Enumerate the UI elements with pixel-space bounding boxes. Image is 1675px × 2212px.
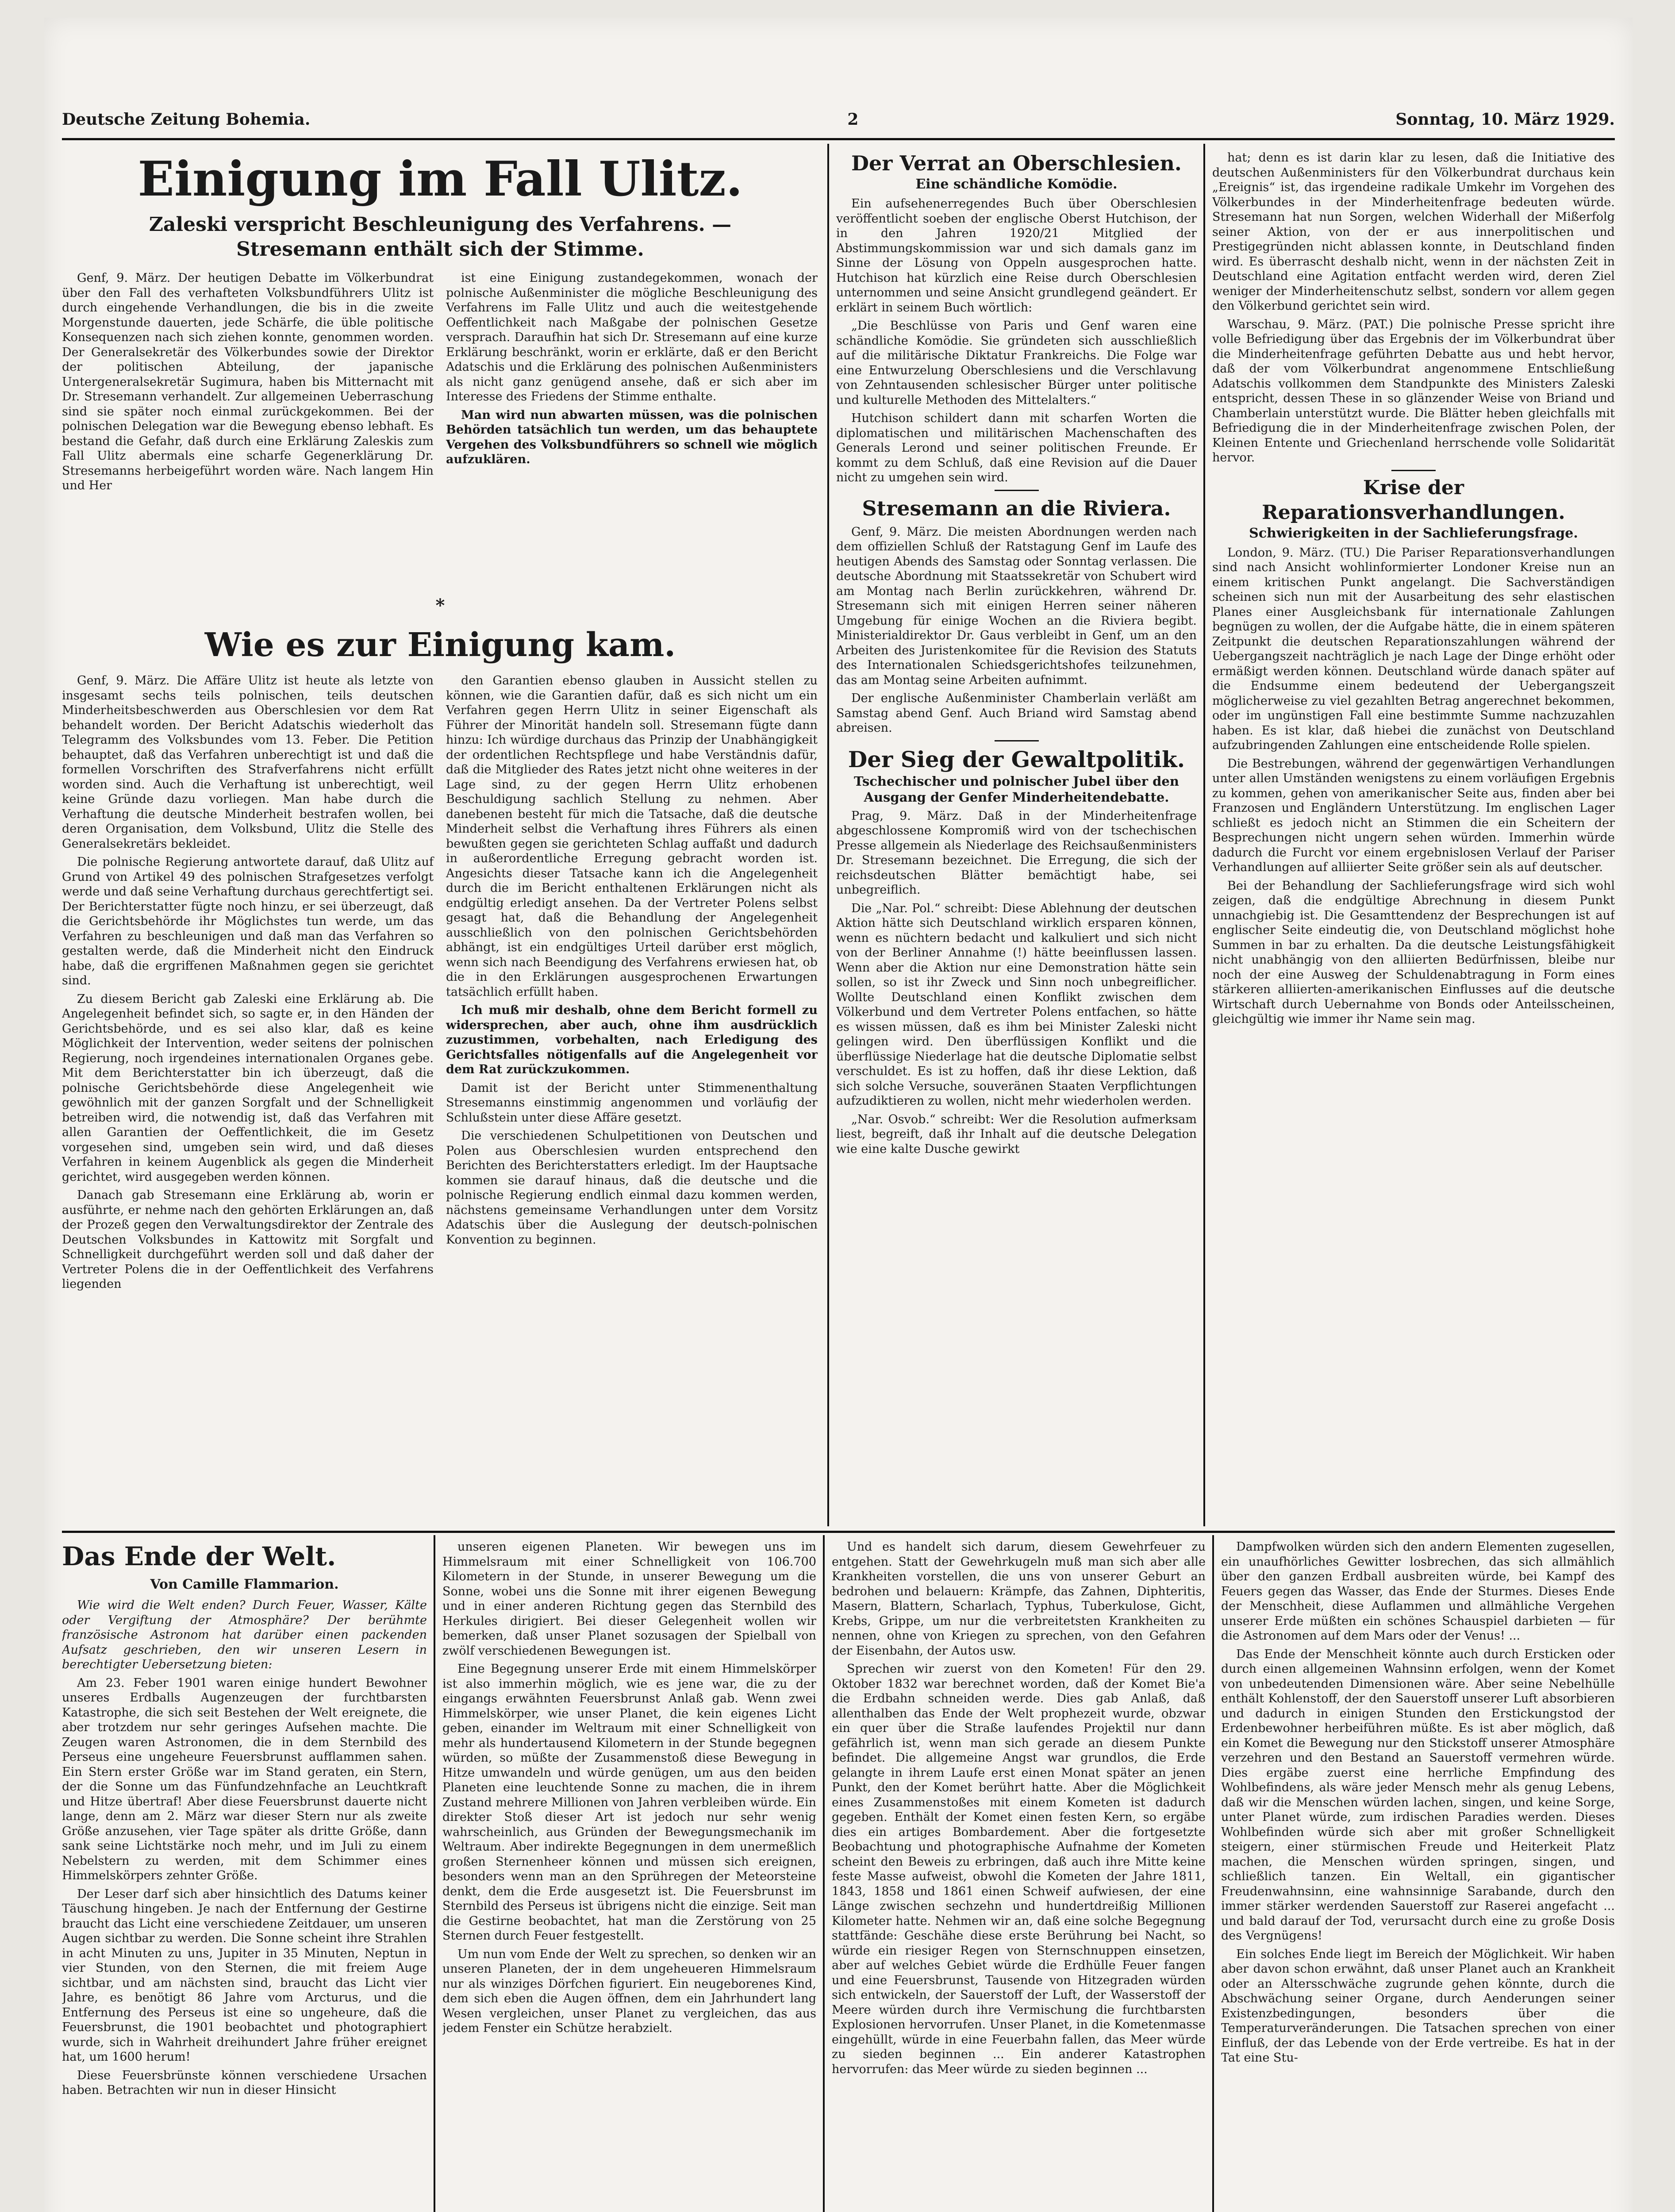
- riviera-p2: Der englische Außenminister Chamberlain verläßt am Samstag abend Genf. Auch Briand wird Samstag abend abreisen.: [836, 691, 1197, 735]
- headline-verrat: Der Verrat an Oberschlesien.: [851, 151, 1182, 175]
- einigung-paragraph-3: Man wird nun abwarten müssen, was die polnischen Behörden tatsächlich tun werden, um das behauptete Vergehen des Volksbundführers so schnell wie möglich aufzuklären.: [446, 408, 818, 466]
- section-rule: [62, 1531, 1615, 1533]
- headline-krise: Krise der Reparationsverhandlungen.: [1262, 476, 1565, 524]
- subheadline-krise: Schwierigkeiten in der Sachlieferungsfrage.: [1249, 525, 1578, 541]
- newspaper-name: Deutsche Zeitung Bohemia.: [62, 110, 311, 129]
- newspaper-page: [44, 18, 1633, 2212]
- separator-star: *: [435, 595, 445, 616]
- headline-ende: Das Ende der Welt.: [62, 1541, 336, 1571]
- ende-col1-body: [62, 1598, 427, 2098]
- einigung-col-1: [62, 271, 434, 497]
- wie-col2-p1: den Garantien ebenso glauben in Aussicht stellen zu können, wie die Garantien dafür, daß es sich nicht um ein Verfahren gegen Herrn Ulitz in seiner Eigenschaft als Führer der Minorität handeln soll. Stresemann fügte dann hinzu: Ich würdige durchaus das Prinzip der Unabhängigkeit der ordentlichen Rechtspflege und habe Verständnis dafür, daß die Mitglieder des Rates jetzt nicht ohne weiteres in der Lage sind, zu der gegen Herrn Ulitz erhobenen Beschuldigung sachlich Stellung zu nehmen. Aber danebenen besteht für mich die Tatsache, daß die deutsche Minderheit selbst die Verhaftung ihres Führers als einen bewußten gegen sie gerichteten Schlag auffaßt und dadurch in außerordentliche Erregung gebracht worden ist. Angesichts dieser Tatsache kann ich die Angelegenheit durch die im Bericht enthaltenen Erklärungen nicht als endgültig erledigt ansehen. Da der Vertreter Polens selbst gesagt hat, daß die Behandlung der Angelegenheit ausschließlich von den polnischen Gerichtsbehörden abhängt, ist ein endgültiges Urteil darüber erst möglich, wenn sich nach Beendigung des Verfahrens erwiesen hat, ob die in den Erklärungen ausgesprochenen Erwartungen tatsächlich erfüllt haben.: [446, 674, 818, 999]
- ende-col1-p1: Am 23. Feber 1901 waren einige hundert Bewohner unseres Erdballs Augenzeugen der furchtbarsten Katastrophe, die sich seit Bestehen der Welt ereignete, die aber trotzdem nur sehr geringes Aufsehen machte. Die Zeugen waren Astronomen, die in dem Sternbild des Perseus eine ungeheure Feuersbrunst aufflammen sahen. Ein Stern erster Größe war im Stand geraten, ein Stern, der die Sonne um das Fünfundzehnfache an Leuchtkraft und Hitze übertraf! Aber diese Feuersbrunst dauerte nicht lange, denn am 2. März war dieser Stern nur als zweite Größe anzusehen, vier Tage später als dritte Größe, dann sank seine Lichtstärke noch mehr, und im Juli zu einem Nebelstern zu werden, mit dem Schimmer eines Himmelskörpers zehnter Größe.: [62, 1676, 427, 1882]
- krise-p3: Bei der Behandlung der Sachlieferungsfrage wird sich wohl zeigen, daß die endgültige Abrechnung in diesem Punkt unnachgiebig ist. Die Gesamttendenz der Besprechungen ist auf englischer Seite eindeutig die, von Deutschland möglichst hohe Summen in bar zu erhalten. Da die deutsche Leistungsfähigkeit nicht unabhängig von den alliierten Bedürfnissen, bleibe nur noch der eine Ausweg der Schuldenabtragung in Form eines stärkeren alliierten-amerikanischen Einflusses auf die deutsche Wirtschaft durch Uebernahme von Bonds oder Anteilsscheinen, gleichgültig wie immer ihr Name sein mag.: [1212, 879, 1615, 1026]
- issue-date: Sonntag, 10. März 1929.: [1395, 110, 1615, 129]
- wie-col1-p3: Zu diesem Bericht gab Zaleski eine Erklärung ab. Die Angelegenheit befindet sich, so sagte er, in den Händen der Gerichtsbehörde, und es sei also klar, daß es keine Möglichkeit der Intervention, weder seitens der polnischen Regierung, noch irgendeines internationalen Organes gebe. Mit dem Berichterstatter bin ich überzeugt, daß die polnische Gerichtsbehörde diese Angelegenheit wie gewöhnlich mit der ganzen Sorgfalt und der Schnelligkeit betreiben wird, die notwendig ist, daß das Verfahren mit allen Garantien der Oeffentlichkeit, die im Gesetz vorgesehen sind, umgeben sein wird, und daß dieses Verfahren in keinem Augenblick als gegen die Minderheit gerichtet, wird ausgegeben werden können.: [62, 992, 434, 1184]
- einigung-col-2: [446, 271, 818, 497]
- krise-p1: London, 9. März. (TU.) Die Pariser Reparationsverhandlungen sind nach Ansicht wohlinformierter Londoner Kreise nun an einem kritischen Punkt angelangt. Die Sachverständigen scheinen sich nun mit der Ausarbeitung des sehr elastischen Planes einer Ausgleichsbank für internationale Zahlungen begnügen zu wollen, der die Aufgabe hätte, die in einem späteren Zeitpunkt die deutschen Reparationszahlungen während der Uebergangszeit nachträglich je nach Lage der Dinge erhöht oder ermäßigt werden können. Deutschland würde danach später auf die Endsumme einem bedeutend der Uebergangszeit möglicherweise zu viel gezahlten Betrag angerechnet bekommen, oder im ungünstigen Fall eine bestimmte Summe nachzuzahlen haben. Es ist klar, daß hiebei die zunächst von Deutschland aufzubringenden Zahlungen eine entscheidende Rolle spielen.: [1212, 545, 1615, 752]
- wie-col2-p2: Ich muß mir deshalb, ohne dem Bericht formell zu widersprechen, aber auch, ohne ihm ausdrücklich zuzustimmen, vorbehalten, nach Erledigung des Gerichtsfalles nötigenfalls auf die Angelegenheit vor dem Rat zurückzukommen.: [446, 1003, 818, 1076]
- bottom-column-rule-2: [823, 1535, 825, 2212]
- ende-col2-p3: Um nun vom Ende der Welt zu sprechen, so denken wir an unseren Planeten, der in dem ungeheueren Himmelsraum nur als winziges Dörfchen figuriert. Ein neugeborenes Kind, dem sich eben die Augen öffnen, dem ein Jahrhundert lang Wesen vergleichen, unser Planet zu vergleichen, das aus jedem Fenster ein Schütze herabzielt.: [442, 1947, 816, 2035]
- wie-col1-p2: Die polnische Regierung antwortete darauf, daß Ulitz auf Grund von Artikel 49 des polnischen Strafgesetzes verfolgt werde und daß seine Verhaftung durchaus gerechtfertigt sei. Der Berichterstatter fügte noch hinzu, er sei überzeugt, daß die Gerichtsbehörde ihr Möglichstes tun werde, um das Verfahren zu beschleunigen und daß man das Verfahren so gestalten werde, daß die Minderheit nicht den Eindruck habe, daß die ergriffenen Maßnahmen gegen sie gerichtet sind.: [62, 855, 434, 987]
- ende-col3-p1: Und es handelt sich darum, diesem Gewehrfeuer zu entgehen. Statt der Gewehrkugeln muß man sich aber alle Krankheiten vorstellen, die uns von unserer Geburt an bedrohen und belauern: Krämpfe, das Zahnen, Diphteritis, Masern, Blattern, Scharlach, Typhus, Tuberkulose, Gicht, Krebs, Grippe, um nur die verbreitetsten Krankheiten zu nennen, ohne von Kriegen zu sprechen, von den Gefahren der Eisenbahn, der Autos usw.: [832, 1540, 1206, 1658]
- ende-col4-p1: Dampfwolken würden sich den andern Elementen zugesellen, ein unaufhörliches Gewitter losbrechen, das sich allmählich über den ganzen Erdball ausbreiten würde, bei Kampf des Feuers gegen das Wasser, das Ende der Sturmes. Dieses Ende der Menschheit, diese Auflammen und allmähliche Vergehen unserer Erde müßten ein schönes Schauspiel darbieten — für die Astronomen auf dem Mars oder der Venus! ...: [1221, 1540, 1615, 1643]
- headline-einigung: Einigung im Fall Ulitz.: [138, 151, 743, 207]
- divider: [1391, 470, 1436, 471]
- ende-col4-body: [1221, 1540, 1615, 2066]
- ende-col3-p2: Sprechen wir zuerst von den Kometen! Für den 29. Oktober 1832 war berechnet worden, daß der Komet Bie'a die Erdbahn schneiden werde. Dies gab Anlaß, daß allenthalben das Ende der Welt prophezeit wurde, obzwar ein quer über die Straße laufendes Projektil nur dann gefährlich ist, wenn man sich gerade an diesem Punkte befindet. Die allgemeine Angst war grundlos, die Erde gelangte in ihrem Laufe erst einen Monat später an jenen Punkt, den der Komet berührt hatte. Aber die Möglichkeit eines Zusammenstoßes mit einem Kometen ist dadurch gegeben. Enthält der Komet einen festen Kern, so ergäbe dies ein artiges Bombardement. Aber die fortgesetzte Beobachtung und photographische Aufnahme der Kometen scheint den Beweis zu erbringen, daß auch ihre Mitte keine feste Masse aufweist, obwohl die Kometen der Jahre 1811, 1843, 1858 und 1861 einen Schweif aufwiesen, der eine Länge zwischen sechzehn und hundertdreißig Millionen Kilometer hatte. Nehmen wir an, daß eine solche Begegnung stattfände: Geschähe diese erste Berührung bei Nacht, so würde ein riesiger Regen von Sternschnuppen einsetzen, aber auf welches Gebiet würde die Erdhülle Feuer fangen und eine Feuersbrunst, Tausende von Hitzegraden würden sich entwickeln, der Sauerstoff der Luft, der Wasserstoff der Meere würden durch ihre Vermischung die furchtbarsten Explosionen hervorrufen. Unser Planet, in die Kometenmasse eingehüllt, würde in eine Feuerbahn fallen, das Meer würde zu sieden beginnen ... Ein anderer Katastrophen hervorrufen: das Meer würde zu sieden beginnen ...: [832, 1662, 1206, 2076]
- sieg-p1: Prag, 9. März. Daß in der Minderheitenfrage abgeschlossene Kompromiß wird von der tschechischen Presse allgemein als Niederlage des Reichsaußenministers Dr. Stresemann bezeichnet. Die Erregung, die sich der reichsdeutschen Blätter bemächtigt habe, sei unbegreiflich.: [836, 809, 1197, 897]
- header-rule: [62, 138, 1615, 140]
- article-wie: [62, 624, 818, 1526]
- col4-top-body: [1212, 150, 1615, 465]
- col4-p2: Warschau, 9. März. (PAT.) Die polnische Presse spricht ihre volle Befriedigung über das Ergebnis der im Völkerbundrat über die Minderheitenfrage geführten Debatte aus und hebt hervor, daß der vom Völkerbundrat angenommene Entschließung Adatschis vollkommen dem Standpunkte des Ministers Zaleski entspricht, dessen These in so glänzender Weise von Briand und Chamberlain unterstützt wurde. Die Blätter heben gleichfalls mit Befriedigung die in der Minderheitenfrage zwischen Polen, der Kleinen Entente und Griechenland herrschende volle Solidarität hervor.: [1212, 317, 1615, 465]
- ende-col-3: [832, 1540, 1206, 2212]
- subheadline-sieg: Tschechischer und polnischer Jubel über den Ausgang der Genfer Minderheitendebatte.: [854, 773, 1179, 805]
- bottom-column-rule-3: [1212, 1535, 1214, 2212]
- verrat-body: [836, 196, 1197, 485]
- author-line: Von Camille Flammarion.: [150, 1577, 339, 1592]
- subheadline-verrat: Eine schändliche Komödie.: [915, 177, 1118, 192]
- verrat-p2: „Die Beschlüsse von Paris und Genf waren eine schändliche Komödie. Sie gründeten sich ausschließlich auf die militärische Diktatur Frankreichs. Die Folge war eine Entwurzelung Oberschlesiens und die Verschlavung von Zehntausenden schlesischer Bürger unter politische und kulturelle Methoden des Mittelalters.“: [836, 319, 1197, 407]
- ende-col-2: [442, 1540, 816, 2212]
- ende-col1-p2: Der Leser darf sich aber hinsichtlich des Datums keiner Täuschung hingeben. Je nach der Entfernung der Gestirne braucht das Licht eine verschiedene Zeitdauer, um unseren Augen sichtbar zu werden. Die Sonne scheint ihre Strahlen in acht Minuten zu uns, Jupiter in 35 Minuten, Neptun in vier Stunden, von den Sternen, die mit freiem Auge sichtbar, und am nächsten sind, braucht das Licht vier Jahre, es benötigt 86 Jahre vom Arcturus, und die Entfernung des Perseus ist eine so ungeheure, daß die Feuersbrunst, die 1901 beobachtet und photographiert wurde, sich in Wahrheit dreihundert Jahre früher ereignet hat, um 1600 herum!: [62, 1887, 427, 2064]
- riviera-p1: Genf, 9. März. Die meisten Abordnungen werden nach dem offiziellen Schluß der Ratstagung Genf im Laufe des heutigen Abends des Samstag oder Sonntag verlassen. Die deutsche Abordnung mit Staatssekretär von Schubert wird am Montag nach Berlin zurückkehren, während Dr. Stresemann sich mit einigen Herren seiner näheren Umgebung für einige Wochen an die Riviera begibt. Ministerialdirektor Dr. Gaus verbleibt in Genf, um an den Arbeiten des Juristenkomitee für die Revision des Statuts des Internationalen Schiedsgerichtshofes teilzunehmen, das am Montag seine Arbeiten aufnimmt.: [836, 525, 1197, 687]
- wie-col-1: [62, 673, 434, 1295]
- ende-col1-p3: Diese Feuersbrünste können verschiedene Ursachen haben. Betrachten wir nun in dieser Hinsicht: [62, 2068, 427, 2097]
- bottom-column-rule-1: [434, 1535, 435, 2212]
- einigung-paragraph-2: ist eine Einigung zustandegekommen, wonach der polnische Außenminister die mögliche Beschleunigung des Verfahrens im Falle Ulitz und auch die weitestgehende Oeffentlichkeit nach Maßgabe der polnischen Gesetze versprach. Daraufhin hat sich Dr. Stresemann auf eine kurze Erklärung beschränkt, worin er erklärte, daß er den Bericht Adatschis und die Erklärung des polnischen Außenministers als nicht ganz genügend ansehe, daß er sich aber im Interesse des Friedens der Stimme enthalte.: [446, 271, 818, 403]
- ende-col3-body: [832, 1540, 1206, 2077]
- subheadline-einigung: Zaleski verspricht Beschleunigung des Verfahrens. — Stresemann enthält sich der Stimme.: [149, 213, 732, 261]
- wie-col2-p3: Damit ist der Bericht unter Stimmenenthaltung Stresemanns einstimmig angenommen und vorläufig der Schlußstein unter diese Affäre gesetzt.: [446, 1081, 818, 1125]
- headline-riviera: Stresemann an die Riviera.: [862, 496, 1171, 520]
- column-rule-1: [827, 144, 829, 1526]
- verrat-p1: Ein aufsehenerregendes Buch über Oberschlesien veröffentlicht soeben der englische Oberst Hutchison, der in den Jahren 1920/21 Mitglied der Abstimmungskommission war und sich damals ganz im Sinne der Lösung von Oppeln ausgesprochen hatte. Hutchison hat kürzlich eine Reise durch Oberschlesien unternommen und seine Ansicht grundlegend geändert. Er erklärt in seinem Buch wörtlich:: [836, 197, 1197, 315]
- article-einigung: [62, 150, 818, 593]
- krise-p2: Die Bestrebungen, während der gegenwärtigen Verhandlungen unter allen Umständen wenigstens zu einem vorläufigen Ergebnis zu kommen, gehen von amerikanischer Seite aus, finden aber bei Franzosen und Engländern Unterstützung. Im englischen Lager schließt es jedoch nicht an Stimmen die ein Scheitern der Besprechungen nicht ungern sehen würden. Immerhin würde dadurch die Furcht vor einem ergebnislosen Verlauf der Pariser Verhandlungen auf alliierter Seite größer sein als auf deutscher.: [1212, 757, 1615, 874]
- col4-p1: hat; denn es ist darin klar zu lesen, daß die Initiative des deutschen Außenministers für den Völkerbundrat durchaus kein „Ereignis“ ist, das irgendeine radikale Umkehr im Vorgehen des Völkerbundes in der Minderheitenfrage bedeuten würde. Stresemann hat nun Sorgen, welchen Widerhall der Mißerfolg seiner Aktion, von der er aus innerpolitischen und Prestigegründen nicht ablassen konnte, in Deutschland finden wird. Es überrascht deshalb nicht, wenn in der nächsten Zeit in Deutschland eine Agitation entfacht werden wird, deren Ziel weniger der Minderheitenschutz selbst, sondern vor allem gegen den Völkerbund gerichtet sein wird.: [1212, 151, 1615, 313]
- column-rule-2: [1203, 144, 1205, 1526]
- page-number: 2: [847, 110, 859, 129]
- wie-col2-p4: Die verschiedenen Schulpetitionen von Deutschen und Polen aus Oberschlesien wurden entsprechend den Berichten des Berichterstatters erledigt. Im der Hauptsache kommen sie darauf hinaus, daß die deutsche und die polnische Regierung endlich einmal dazu kommen werden, nächstens gemeinsame Verhandlungen unter dem Vorsitz Adatschis über die Auslegung der deutsch-polnischen Konvention zu beginnen.: [446, 1129, 818, 1247]
- wie-col1-p1: Genf, 9. März. Die Affäre Ulitz ist heute als letzte von insgesamt sechs teils polnischen, teils deutschen Minderheitsbeschwerden aus Oberschlesien vor dem Rat behandelt worden. Der Bericht Adatschis wiederholt das Telegramm des Volksbundes vom 13. Feber. Die Petition behauptet, daß das Verfahren unberechtigt ist und daß die formellen Vorschriften des Strafverfahrens nicht erfüllt worden sind. Auch die Verhaftung ist unberechtigt, weil keine Gründe dazu vorliegen. Man habe durch die Verhaftung die deutsche Minderheit bestrafen wollen, bei deren Organisation, dem Volksbund, Ulitz die Stelle des Generalsekretärs bekleidet.: [62, 674, 434, 851]
- page-header: [62, 106, 1615, 133]
- column-4: [1212, 150, 1615, 1526]
- ende-intro: Wie wird die Welt enden? Durch Feuer, Wasser, Kälte oder Vergiftung der Atmosphäre? Der berühmte französische Astronom hat darüber einen packenden Aufsatz geschrieben, den wir unseren Lesern in berechtigter Uebersetzung bieten:: [62, 1598, 427, 1671]
- ende-col-1: [62, 1540, 427, 2212]
- einigung-paragraph-1: Genf, 9. März. Der heutigen Debatte im Völkerbundrat über den Fall des verhafteten Volksbundführers Ulitz ist durch eingehende Verhandlungen, die bis in die zweite Morgenstunde dauerten, jede Schärfe, die üble politische Konsequenzen nach sich ziehen konnte, genommen worden. Der Generalsekretär des Völkerbundes sowie der Direktor der politischen Abteilung, der japanische Untergeneralsekretär Sugimura, haben bis Mitternacht mit Dr. Stresemann verhandelt. Zur allgemeinen Ueberraschung sind sie später noch einmal zurückgekommen. Bei der polnischen Delegation war die Bewegung ebenso lebhaft. Es bestand die Gefahr, daß durch eine Erklärung Zaleskis zum Fall Ulitz abermals eine scharfe Gegenerklärung Dr. Stresemanns herbeigeführt worden wäre. Nach langem Hin und Her: [62, 271, 434, 492]
- verrat-p3: Hutchison schildert dann mit scharfen Worten die diplomatischen und militärischen Machenschaften des Generals Lerond und seiner politischen Freunde. Er kommt zu dem Schluß, daß eine Revision auf die Dauer nicht zu umgehen sein wird.: [836, 411, 1197, 484]
- headline-sieg: Der Sieg der Gewaltpolitik.: [848, 746, 1185, 772]
- ende-col2-p1: unseren eigenen Planeten. Wir bewegen uns im Himmelsraum mit einer Schnelligkeit von 106.700 Kilometern in der Stunde, in unserer Bewegung um die Sonne, wobei uns die Sonne mit ihrer eigenen Bewegung und in einer anderen Richtung gegen das Sternbild des Herkules dirigiert. Bei dieser Gelegenheit wollen wir bemerken, daß unser Planet sozusagen der Spielball von zwölf verschiedenen Bewegungen ist.: [442, 1540, 816, 1658]
- ende-col-4: [1221, 1540, 1615, 2212]
- divider: [995, 740, 1039, 741]
- headline-wie: Wie es zur Einigung kam.: [204, 626, 676, 664]
- divider: [995, 490, 1039, 491]
- wie-col1-p4: Danach gab Stresemann eine Erklärung ab, worin er ausführte, er nehme nach den gehörten Erklärungen an, daß der Prozeß gegen den Verwaltungsdirektor der Zentrale des Deutschen Volksbundes in Kattowitz mit Sorgfalt und Schnelligkeit durchgeführt werden soll und daß daher der Vertreter Polens die in der Oeffentlichkeit des Verfahrens liegenden: [62, 1188, 434, 1291]
- ende-col4-p3: Ein solches Ende liegt im Bereich der Möglichkeit. Wir haben aber davon schon erwähnt, daß unser Planet auch an Krankheit oder an Altersschwäche zugrunde gehen könnte, durch die Abschwächung seiner Organe, durch Aenderungen seiner Existenzbedingungen, besonders über die Temperaturveränderungen. Die Tatsachen sprechen von einer Einfluß, der das Lebende von der Erde vertreibe. Es hat in der Tat eine Stu-: [1221, 1947, 1615, 2065]
- ende-col4-p2: Das Ende der Menschheit könnte auch durch Ersticken oder durch einen allgemeinen Wahnsinn erfolgen, wenn der Komet von unbedeutenden Dimensionen wäre. Aber seine Nebelhülle enthält Kohlenstoff, der den Sauerstoff unserer Luft absorbieren und dadurch in einigen Stunden den Erstickungstod der Erdenbewohner herbeiführen müßte. Es ist aber möglich, daß ein Komet die Bewegung nur den Stickstoff unserer Atmosphäre verzehren und den Bestand an Sauerstoff vermehren würde. Dies ergäbe zuerst eine herrliche Empfindung des Wohlbefindens, als wäre jeder Mensch mehr als genug Lebens, daß wir die Menschen würden lachen, singen, und keine Sorge, unter Planet würde, zum irdischen Paradies werden. Dieses Wohlbefinden würde sich aber mit großer Schnelligkeit steigern, einer stürmischen Freude und Heiterkeit Platz machen, die Menschen würden springen, singen, und schließlich tanzen. Ein Weltall, ein gigantischer Freudenwahnsinn, eine wahnsinnige Sarabande, durch den immer stärker werdenden Sauerstoff zur Raserei angefacht ... und bald darauf der Tod, verursacht durch eine zu große Dosis des Vergnügens!: [1221, 1647, 1615, 1943]
- ende-col2-p2: Eine Begegnung unserer Erde mit einem Himmelskörper ist also immerhin möglich, wie es jene war, die zu der eingangs erwähnten Feuersbrunst Anlaß gab. Wenn zwei Himmelskörper, wie unser Planet, die kein eigenes Licht geben, einander im Weltraum mit einer Schnelligkeit von mehr als hundertausend Kilometern in der Stunde begegnen würden, so müßte der Zusammenstoß diese Bewegung in Hitze umwandeln und würde genügen, um aus den beiden Planeten eine leuchtende Sonne zu machen, die in ihrem Zustand mehrere Millionen von Jahren verbleiben würde. Ein direkter Stoß dieser Art ist jedoch nur sehr wenig wahrscheinlich, aus Gründen der Bewegungsmechanik im Weltraum. Aber indirekte Begegnungen in dem unermeßlich großen Sternenheer können und müssen sich ereignen, besonders wenn man an den Sprühregen der Meteorsteine denkt, dem die Erde ausgesetzt ist. Die Feuersbrunst im Sternbild des Perseus ist übrigens nicht die einzige. Seit man die Gestirne beobachtet, hat man die Zerstörung von 25 Sternen durch Feuer festgestellt.: [442, 1662, 816, 1943]
- sieg-p3: „Nar. Osvob.“ schreibt: Wer die Resolution aufmerksam liest, begreift, daß ihr Inhalt auf die deutsche Delegation wie eine kalte Dusche gewirkt: [836, 1112, 1197, 1156]
- riviera-body: [836, 525, 1197, 736]
- sieg-body: [836, 809, 1197, 1157]
- sieg-p2: Die „Nar. Pol.“ schreibt: Diese Ablehnung der deutschen Aktion hätte sich Deutschland wirklich ersparen können, wenn es nüchtern bedacht und kalkuliert und sich nicht von der Berliner Annahme (!) hätte beeinflussen lassen. Wenn aber die Aktion nur eine Demonstration hätte sein sollen, so ist ihr Zweck und Sinn noch unbegreiflicher. Wollte Deutschland einen Konflikt zwischen dem Völkerbund und dem Vertreter Polens entfachen, so hätte es wissen müssen, daß es ihm bei Minister Zaleski nicht gelingen wird. Den überflüssigen Konflikt und die überflüssige Niederlage hat die deutsche Diplomatie selbst verschuldet. Es ist zu hoffen, daß ihr diese Lektion, daß sich solche Versuche, souveränen Staaten Verpflichtungen aufzudiktieren zu wollen, nicht mehr wiederholen werden.: [836, 901, 1197, 1108]
- wie-col-2: [446, 673, 818, 1295]
- column-3: [836, 150, 1197, 1526]
- krise-body: [1212, 545, 1615, 1027]
- ende-col2-body: [442, 1540, 816, 2036]
